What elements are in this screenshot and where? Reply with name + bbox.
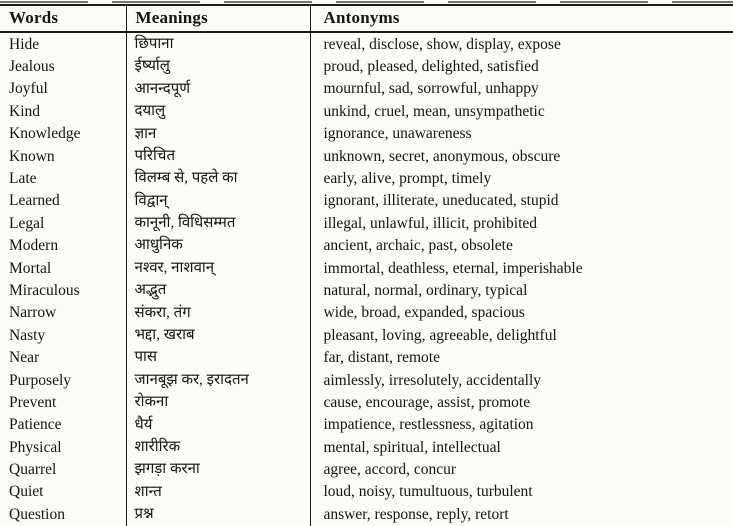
word-cell: Physical xyxy=(9,438,62,456)
antonyms-cell: unknown, secret, anonymous, obscure xyxy=(310,145,733,167)
table-row xyxy=(0,414,733,436)
meaning-cell: रोकना xyxy=(126,391,310,413)
antonyms-cell: agree, accord, concur xyxy=(310,458,733,480)
word-cell: Nasty xyxy=(9,326,46,344)
word-cell: Miraculous xyxy=(9,281,80,299)
table-row xyxy=(0,436,733,458)
table-row xyxy=(0,346,733,368)
antonyms-cell: ancient, archaic, past, obsolete xyxy=(310,235,733,257)
table-row xyxy=(0,279,733,301)
table-row xyxy=(0,503,733,525)
header-meanings: Meanings xyxy=(126,5,310,32)
meaning-cell: दयालु xyxy=(126,100,310,122)
meaning-cell: धैर्य xyxy=(126,414,310,436)
meaning-cell: संकरा, तंग xyxy=(126,302,310,324)
meaning-cell: ज्ञान xyxy=(126,123,310,145)
word-cell: Prevent xyxy=(9,393,57,411)
antonyms-cell: unkind, cruel, mean, unsympathetic xyxy=(310,100,733,122)
meaning-cell: ईर्ष्यालु xyxy=(126,55,310,77)
word-cell: Knowledge xyxy=(9,125,81,143)
table-row xyxy=(0,481,733,503)
antonyms-cell: wide, broad, expanded, spacious xyxy=(310,302,733,324)
word-cell: Joyful xyxy=(9,80,48,98)
table-row xyxy=(0,32,733,55)
antonyms-cell: answer, response, reply, retort xyxy=(310,503,733,525)
table-row xyxy=(0,78,733,100)
header-words: Words xyxy=(0,5,126,32)
meaning-cell: आधुनिक xyxy=(126,235,310,257)
table-header xyxy=(0,5,733,32)
antonyms-cell: impatience, restlessness, agitation xyxy=(310,414,733,436)
word-cell: Legal xyxy=(9,214,45,232)
meaning-cell: जानबूझ कर, इरादतन xyxy=(126,369,310,391)
table-row xyxy=(0,369,733,391)
word-cell: Hide xyxy=(9,35,40,53)
word-cell: Quarrel xyxy=(9,461,57,479)
table-body xyxy=(0,32,733,526)
word-cell: Mortal xyxy=(9,259,52,277)
table-row xyxy=(0,324,733,346)
antonyms-cell: loud, noisy, tumultuous, turbulent xyxy=(310,481,733,503)
table-row xyxy=(0,123,733,145)
table-row xyxy=(0,391,733,413)
word-cell: Near xyxy=(9,349,40,367)
table-row xyxy=(0,257,733,279)
table-row xyxy=(0,458,733,480)
antonyms-cell: mournful, sad, sorrowful, unhappy xyxy=(310,78,733,100)
table-row xyxy=(0,212,733,234)
meaning-cell: विद्वान् xyxy=(126,190,310,212)
antonyms-cell: illegal, unlawful, illicit, prohibited xyxy=(310,212,733,234)
meaning-cell: परिचित xyxy=(126,145,310,167)
word-cell: Late xyxy=(9,170,37,188)
antonyms-table xyxy=(0,4,733,526)
word-cell: Learned xyxy=(9,192,60,210)
antonyms-cell: mental, spiritual, intellectual xyxy=(310,436,733,458)
antonyms-cell: early, alive, prompt, timely xyxy=(310,167,733,189)
antonyms-cell: immortal, deathless, eternal, imperishable xyxy=(310,257,733,279)
meaning-cell: छिपाना xyxy=(126,32,310,55)
table-row xyxy=(0,235,733,257)
antonyms-cell: proud, pleased, delighted, satisfied xyxy=(310,55,733,77)
word-cell: Purposely xyxy=(9,371,71,389)
header-row xyxy=(0,5,733,32)
antonyms-cell: natural, normal, ordinary, typical xyxy=(310,279,733,301)
word-cell: Patience xyxy=(9,416,62,434)
meaning-cell: विलम्ब से, पहले का xyxy=(126,167,310,189)
word-cell: Quiet xyxy=(9,483,44,501)
meaning-cell: झगड़ा करना xyxy=(126,458,310,480)
antonyms-cell: ignorant, illiterate, uneducated, stupid xyxy=(310,190,733,212)
antonyms-cell: cause, encourage, assist, promote xyxy=(310,391,733,413)
meaning-cell: कानूनी, विधिसम्मत xyxy=(126,212,310,234)
table-row xyxy=(0,302,733,324)
table-row xyxy=(0,100,733,122)
meaning-cell: शारीरिक xyxy=(126,436,310,458)
antonyms-cell: ignorance, unawareness xyxy=(310,123,733,145)
meaning-cell: शान्त xyxy=(126,481,310,503)
table-row xyxy=(0,167,733,189)
word-cell: Jealous xyxy=(9,58,55,76)
antonyms-cell: aimlessly, irresolutely, accidentally xyxy=(310,369,733,391)
antonyms-cell: far, distant, remote xyxy=(310,346,733,368)
top-broken-rule xyxy=(0,1,733,3)
header-antonyms: Antonyms xyxy=(310,5,733,32)
table-row xyxy=(0,190,733,212)
meaning-cell: पास xyxy=(126,346,310,368)
meaning-cell: भद्दा, खराब xyxy=(126,324,310,346)
antonyms-cell: reveal, disclose, show, display, expose xyxy=(310,32,733,55)
meaning-cell: नश्वर, नाशवान् xyxy=(126,257,310,279)
meaning-cell: अद्भुत xyxy=(126,279,310,301)
word-cell: Question xyxy=(9,505,65,523)
meaning-cell: आनन्दपूर्ण xyxy=(126,78,310,100)
word-cell: Modern xyxy=(9,237,59,255)
word-cell: Narrow xyxy=(9,304,57,322)
meaning-cell: प्रश्न xyxy=(126,503,310,525)
table-row xyxy=(0,55,733,77)
table-row xyxy=(0,145,733,167)
word-cell: Known xyxy=(9,147,55,165)
antonyms-cell: pleasant, loving, agreeable, delightful xyxy=(310,324,733,346)
word-cell: Kind xyxy=(9,102,40,120)
